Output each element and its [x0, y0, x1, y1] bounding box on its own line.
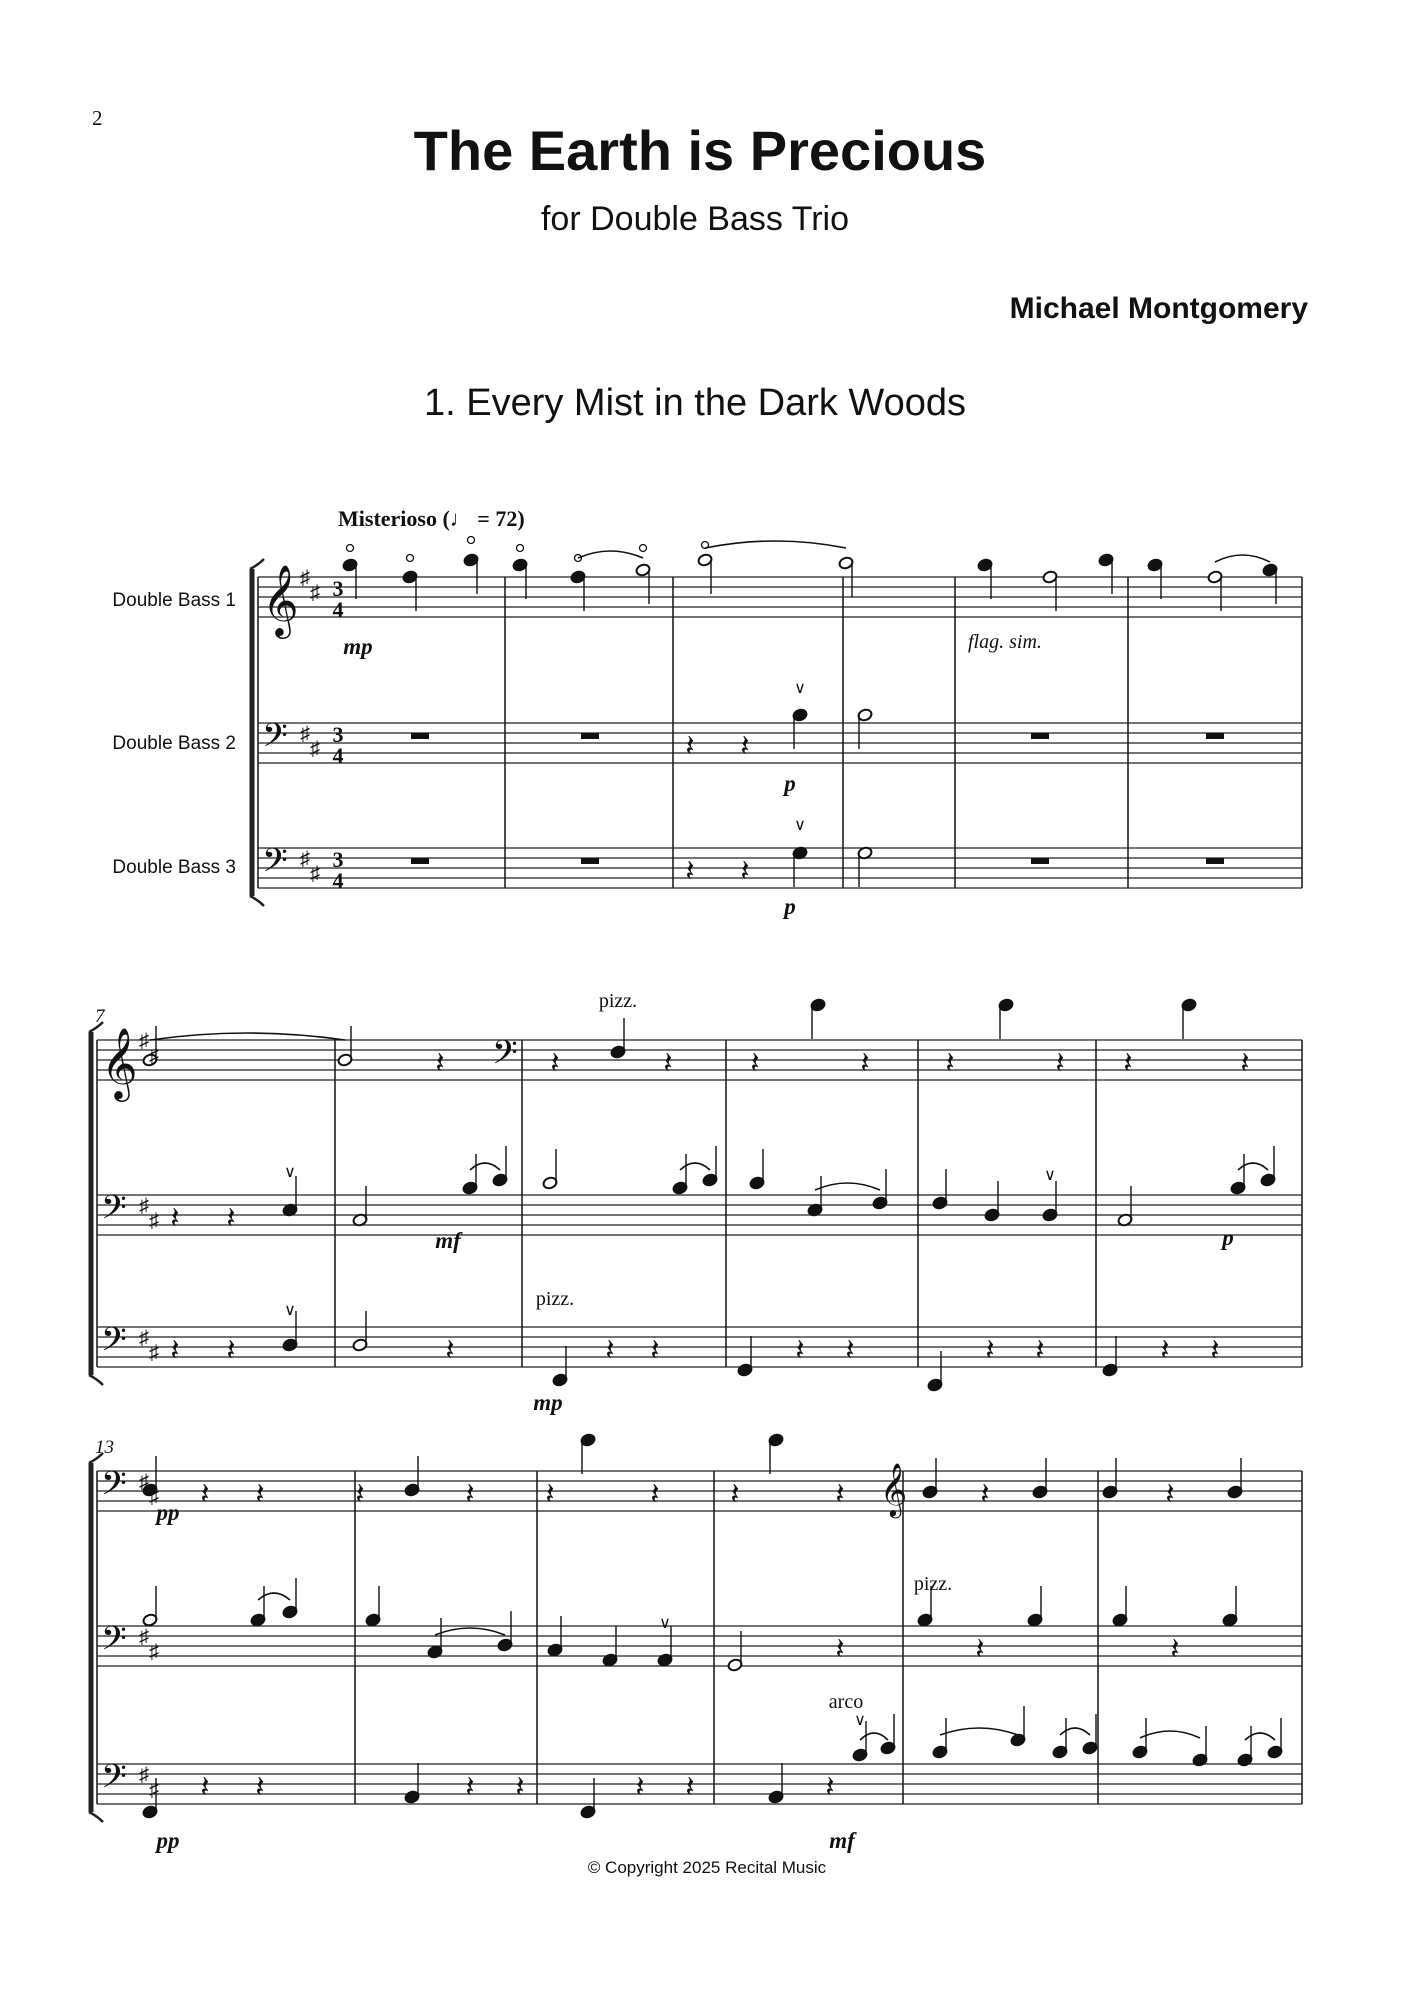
upbow-icon: ∨: [284, 1302, 296, 1319]
quarter-rest: 𝄽: [985, 1334, 995, 1367]
dynamic-pp-bass-1: pp: [156, 1500, 180, 1525]
dynamic-mf-bass-2: mf: [435, 1228, 461, 1253]
staff-bass-2: [97, 1195, 1302, 1235]
quarter-rest: 𝄽: [515, 1771, 525, 1804]
key-signature-sharp: ♯: [139, 1626, 149, 1648]
quarter-rest: 𝄽: [1160, 1334, 1170, 1367]
dynamic-mp-bass-1: mp: [343, 634, 373, 659]
quarter-rest: 𝄽: [1240, 1047, 1250, 1080]
marking-pizz-bass-2: pizz.: [913, 1573, 953, 1595]
key-signature-sharp: ♯: [149, 1045, 159, 1067]
key-signature-sharp: ♯: [139, 1195, 149, 1217]
time-signature-top: 3: [332, 722, 344, 747]
time-signature-top: 3: [332, 576, 344, 601]
quarter-rest: 𝄽: [730, 1478, 740, 1511]
staff-bass-1: [258, 577, 1302, 617]
dynamic-pp-bass-3: pp: [156, 1828, 180, 1853]
key-signature-sharp: ♯: [149, 1641, 159, 1663]
copyright-notice: © Copyright 2025 Recital Music: [587, 1858, 827, 1877]
quarter-rest: 𝄽: [226, 1334, 236, 1367]
whole-rest: [581, 733, 599, 739]
key-signature-sharp: ♯: [300, 723, 310, 745]
whole-rest: [581, 858, 599, 864]
bass-clef-icon: 𝄢: [101, 1758, 127, 1803]
key-signature-sharp: ♯: [139, 1030, 149, 1052]
staff-bass-1: [97, 1471, 1302, 1511]
quarter-rest: 𝄽: [550, 1047, 560, 1080]
system-bracket: [89, 1375, 103, 1385]
piece-subtitle: for Double Bass Trio: [540, 200, 850, 238]
piece-title: The Earth is Precious: [413, 119, 987, 182]
quarter-rest: 𝄽: [545, 1478, 555, 1511]
bass-clef-icon: 𝄢: [262, 842, 288, 887]
quarter-rest: 𝄽: [740, 730, 750, 763]
measure-number: 7: [95, 1006, 105, 1027]
quarter-rest: 𝄽: [1035, 1334, 1045, 1367]
slur: [1215, 555, 1270, 562]
quarter-rest: 𝄽: [685, 855, 695, 888]
upbow-icon: ∨: [1044, 1167, 1056, 1184]
quarter-rest: 𝄽: [1123, 1047, 1133, 1080]
quarter-rest: 𝄽: [605, 1334, 615, 1367]
quarter-rest: 𝄽: [170, 1334, 180, 1367]
staff-bass-2: [97, 1626, 1302, 1666]
whole-rest: [411, 733, 429, 739]
quarter-rest: 𝄽: [740, 855, 750, 888]
bass-clef-icon: 𝄢: [101, 1189, 127, 1234]
treble-clef-icon: 𝄞: [101, 1030, 138, 1098]
quarter-rest: 𝄽: [465, 1478, 475, 1511]
quarter-rest: 𝄽: [975, 1633, 985, 1666]
staff-bass-3: [258, 848, 1302, 888]
staff-bass-2: [258, 723, 1302, 763]
system-bracket: [250, 896, 264, 906]
key-signature-sharp: ♯: [139, 1471, 149, 1493]
instrument-label-bass-2: Double Bass 2: [112, 733, 236, 754]
quarter-rest: 𝄽: [255, 1478, 265, 1511]
slur: [1060, 1728, 1090, 1735]
harmonic-circle: [468, 537, 475, 544]
key-signature-sharp: ♯: [300, 567, 310, 589]
quarter-rest: 𝄽: [835, 1633, 845, 1666]
quarter-rest: 𝄽: [255, 1771, 265, 1804]
quarter-rest: 𝄽: [945, 1047, 955, 1080]
marking-flag-sim: flag. sim.: [968, 631, 1042, 653]
dynamic-mf-bass-3: mf: [829, 1828, 855, 1853]
time-signature-bottom: 4: [332, 868, 344, 893]
upbow-icon: ∨: [794, 680, 806, 697]
quarter-rest: 𝄽: [650, 1478, 660, 1511]
bass-clef-icon: 𝄢: [492, 1034, 518, 1079]
quarter-rest: 𝄽: [685, 1771, 695, 1804]
treble-clef-icon: 𝄞: [262, 567, 299, 635]
time-signature-bottom: 4: [332, 743, 344, 768]
quarter-rest: 𝄽: [795, 1334, 805, 1367]
quarter-rest: 𝄽: [750, 1047, 760, 1080]
harmonic-circle: [347, 545, 354, 552]
upbow-icon: ∨: [794, 817, 806, 834]
key-signature-sharp: ♯: [149, 1486, 159, 1508]
bass-clef-icon: 𝄢: [262, 717, 288, 762]
key-signature-sharp: ♯: [310, 863, 320, 885]
time-signature-bottom: 4: [332, 597, 344, 622]
time-signature-top: 3: [332, 847, 344, 872]
whole-rest: [1031, 858, 1049, 864]
upbow-icon: ∨: [284, 1164, 296, 1181]
quarter-rest: 𝄽: [845, 1334, 855, 1367]
quarter-rest: 𝄽: [355, 1478, 365, 1511]
quarter-rest: 𝄽: [445, 1334, 455, 1367]
dynamic-p-bass-3: p: [784, 894, 796, 919]
quarter-rest: 𝄽: [685, 730, 695, 763]
slur: [680, 1163, 710, 1170]
slur: [150, 1033, 345, 1040]
quarter-rest: 𝄽: [1165, 1478, 1175, 1511]
dynamic-p-bass-2: p: [784, 771, 796, 796]
quarter-rest: 𝄽: [226, 1202, 236, 1235]
quarter-rest: 𝄽: [465, 1771, 475, 1804]
staff-bass-3: [97, 1764, 1302, 1804]
upbow-icon: ∨: [854, 1712, 866, 1729]
harmonic-circle: [407, 555, 414, 562]
key-signature-sharp: ♯: [300, 848, 310, 870]
quarter-rest: 𝄽: [663, 1047, 673, 1080]
slur: [258, 1593, 290, 1600]
key-signature-sharp: ♯: [310, 738, 320, 760]
instrument-label-bass-1: Double Bass 1: [112, 590, 236, 611]
slur: [578, 551, 643, 558]
slur: [860, 1733, 888, 1740]
bass-clef-icon: 𝄢: [101, 1465, 127, 1510]
quarter-rest: 𝄽: [435, 1047, 445, 1080]
quarter-rest: 𝄽: [1055, 1047, 1065, 1080]
staff-bass-1: [97, 1040, 1302, 1080]
dynamic-mp-bass-3: mp: [533, 1390, 563, 1415]
key-signature-sharp: ♯: [149, 1779, 159, 1801]
treble-clef-icon: 𝄞: [880, 1464, 908, 1515]
slur: [470, 1163, 500, 1170]
whole-rest: [1031, 733, 1049, 739]
staff-bass-3: [97, 1327, 1302, 1367]
marking-arco: arco: [828, 1691, 864, 1713]
marking-pizz-bass-3: pizz.: [535, 1288, 575, 1310]
measure-number: 13: [95, 1437, 114, 1458]
instrument-label-bass-3: Double Bass 3: [112, 857, 236, 878]
movement-title: 1. Every Mist in the Dark Woods: [423, 382, 967, 424]
page-number: 2: [92, 106, 103, 130]
quarter-rest: 𝄽: [980, 1478, 990, 1511]
key-signature-sharp: ♯: [139, 1327, 149, 1349]
quarter-rest: 𝄽: [635, 1771, 645, 1804]
harmonic-circle: [517, 545, 524, 552]
marking-pizz-bass-1: pizz.: [598, 990, 638, 1012]
quarter-rest: 𝄽: [200, 1478, 210, 1511]
key-signature-sharp: ♯: [310, 582, 320, 604]
slur: [705, 541, 846, 548]
slur: [1245, 1733, 1275, 1740]
whole-rest: [411, 858, 429, 864]
quarter-rest: 𝄽: [170, 1202, 180, 1235]
quarter-rest: 𝄽: [1170, 1633, 1180, 1666]
tempo-marking: Misterioso (♩ = 72): [338, 506, 525, 531]
slur: [815, 1183, 880, 1190]
key-signature-sharp: ♯: [149, 1342, 159, 1364]
quarter-rest: 𝄽: [825, 1771, 835, 1804]
key-signature-sharp: ♯: [149, 1210, 159, 1232]
whole-rest: [1206, 858, 1224, 864]
slur: [435, 1628, 505, 1635]
dynamic-p-bass-2b: p: [1222, 1225, 1234, 1250]
quarter-rest: 𝄽: [835, 1478, 845, 1511]
bass-clef-icon: 𝄢: [101, 1620, 127, 1665]
slur: [1140, 1731, 1200, 1738]
system-bracket: [89, 1812, 103, 1822]
slur: [1238, 1163, 1268, 1170]
key-signature-sharp: ♯: [139, 1764, 149, 1786]
composer-name: Michael Montgomery: [1009, 292, 1308, 325]
whole-rest: [1206, 733, 1224, 739]
quarter-rest: 𝄽: [650, 1334, 660, 1367]
slur: [940, 1728, 1018, 1735]
quarter-rest: 𝄽: [200, 1771, 210, 1804]
bass-clef-icon: 𝄢: [101, 1321, 127, 1366]
quarter-rest: 𝄽: [860, 1047, 870, 1080]
harmonic-circle: [640, 545, 647, 552]
upbow-icon: ∨: [659, 1615, 671, 1632]
quarter-rest: 𝄽: [1210, 1334, 1220, 1367]
